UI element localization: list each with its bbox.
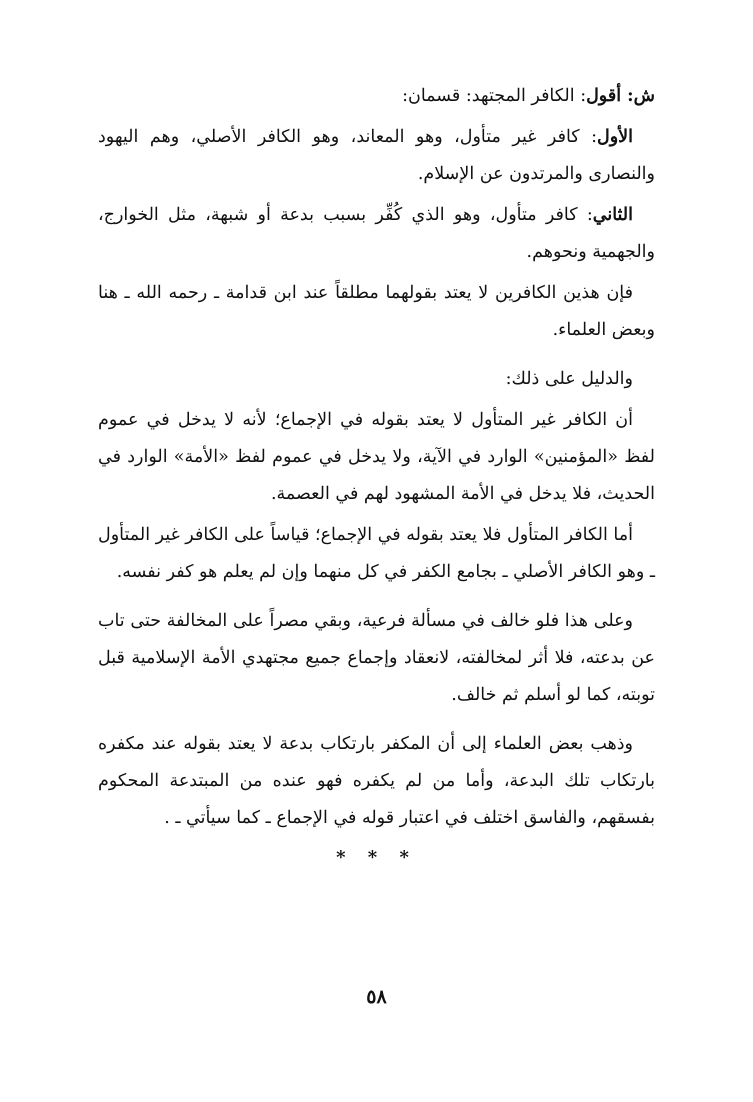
- paragraph-second-text: : كافر متأول، وهو الذي كُفِّر بسبب بدعة أو شبهة، مثل الخوارج، والجهمية ونحوهم.: [98, 205, 655, 262]
- paragraph-intro: [98, 78, 655, 115]
- section-separator: * * *: [336, 847, 417, 868]
- paragraph-ibn-qudama: فإن هذين الكافرين لا يعتد بقولهما مطلقاً عند ابن قدامة ـ رحمه الله ـ هنا وبعض العلماء.: [98, 283, 655, 340]
- paragraph-intro-label-aqool: أقول: [586, 86, 622, 106]
- paragraph-first: [98, 119, 655, 193]
- paragraph-interpreting-kafir: أما الكافر المتأول فلا يعتد بقوله في الإجماع؛ قياساً على الكافر غير المتأول ـ وهو الكافر الأصلي ـ بجامع الكفر في كل منهما وإن لم يعلم هو كفر نفسه.: [98, 525, 655, 582]
- paragraph-non-interpreting-kafir: أن الكافر غير المتأول لا يعتد بقوله في الإجماع؛ لأنه لا يدخل في عموم لفظ «المؤمنين» الوارد في الآية، ولا يدخل في عموم لفظ «الأمة» الوارد في الحديث، فلا يدخل في الأمة المشهود لهم في العصمة.: [98, 410, 655, 504]
- page-number: ٥٨: [366, 986, 387, 1008]
- paragraph-intro-label: ش:: [621, 86, 655, 106]
- paragraph-second-label: الثاني: [592, 205, 633, 225]
- paragraph-first-text: : كافر غير متأول، وهو المعاند، وهو الكافر الأصلي، وهم اليهود والنصارى والمرتدون عن الإسلام.: [98, 127, 655, 184]
- paragraph-second: [98, 197, 655, 271]
- paragraph-first-label: الأول: [596, 127, 633, 147]
- paragraph-other-scholars: وذهب بعض العلماء إلى أن المكفر بارتكاب بدعة لا يعتد بقوله عند مكفره بارتكاب تلك البدعة، وأما من لم يكفره فهو عنده من المبتدعة المحكوم بفسقهم، والفاسق اختلف في اعتبار قوله في الإجماع ـ كما سيأتي ـ .: [98, 734, 655, 828]
- paragraph-intro-text: : الكافر المجتهد: قسمان:: [402, 86, 587, 106]
- page-body: [98, 78, 655, 868]
- paragraph-consequence: وعلى هذا فلو خالف في مسألة فرعية، وبقي مصراً على المخالفة حتى تاب عن بدعته، فلا أثر لمخالفته، لانعقاد وإجماع جميع مجتهدي الأمة الإسلامية قبل توبته، كما لو أسلم ثم خالف.: [98, 611, 655, 705]
- paragraph-evidence-heading: والدليل على ذلك:: [505, 369, 633, 389]
